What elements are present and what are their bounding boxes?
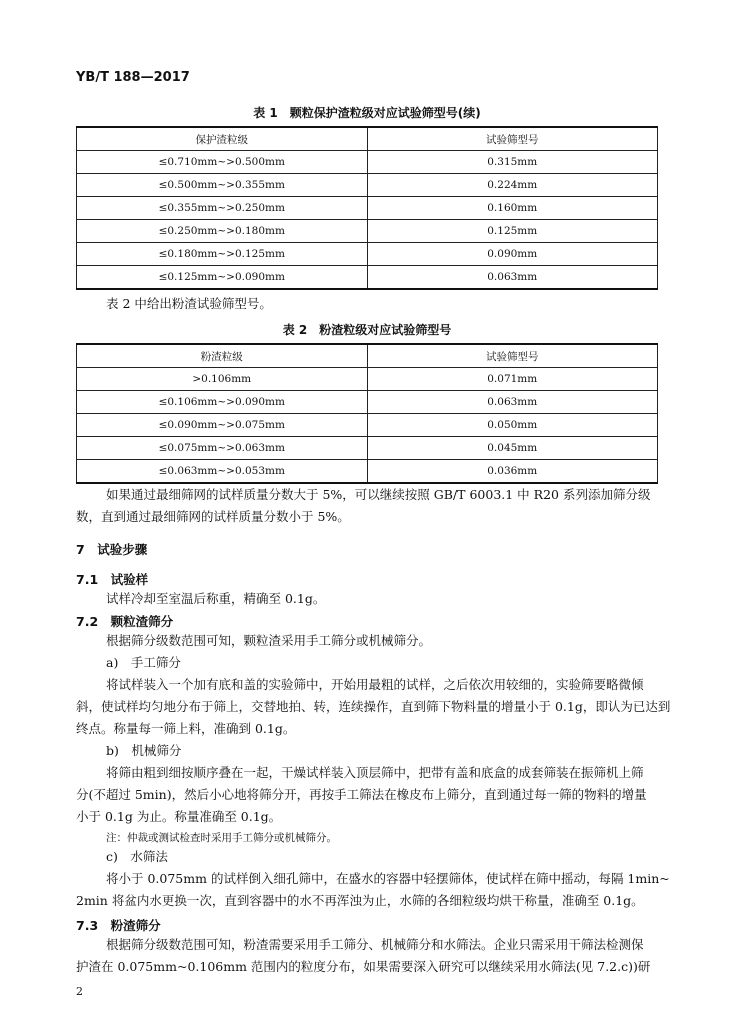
table-cell: 0.050mm	[367, 414, 658, 437]
table2-header-grade: 粉渣粒级	[77, 344, 368, 368]
table-cell: ≤0.106mm~>0.090mm	[77, 391, 368, 414]
table-header-row	[77, 127, 658, 151]
subsection-b-title: b) 机械筛分	[106, 743, 182, 758]
table-row	[77, 266, 658, 290]
page-number: 2	[76, 985, 83, 998]
table-cell: 0.125mm	[367, 220, 658, 243]
paragraph-line: 护渣在 0.075mm~0.106mm 范围内的粒度分布，如果需要深入研究可以继续采用水筛法(见 7.2.c))研	[76, 959, 651, 974]
paragraph-line: 数，直到通过最细筛网的试样质量分数小于 5%。	[76, 509, 350, 524]
subsection-a-title: a) 手工筛分	[106, 655, 181, 670]
paragraph-line: 将筛由粗到细按顺序叠在一起，干燥试样装入顶层筛中，把带有盖和底盒的成套筛装在振筛机上筛	[106, 765, 644, 780]
table1	[76, 126, 658, 290]
table-row	[77, 174, 658, 197]
table-cell: 0.036mm	[367, 460, 658, 484]
table-row	[77, 414, 658, 437]
table-row	[77, 391, 658, 414]
paragraph-line: 斜，使试样均匀地分布于筛上，交替地拍、转，连续操作，直到筛下物料量的增量小于 0.1g，即认为已达到	[76, 699, 671, 714]
table1-caption: 表 1 颗粒保护渣粒级对应试验筛型号(续)	[253, 106, 481, 120]
table-cell: ≤0.090mm~>0.075mm	[77, 414, 368, 437]
standard-code: YB/T 188—2017	[76, 70, 190, 85]
table-row	[77, 243, 658, 266]
table-row	[77, 460, 658, 484]
paragraph-line: 分(不超过 5min)，然后小心地将筛分开，再按手工筛法在橡皮布上筛分，直到通过每一筛的物料的增量	[76, 787, 647, 802]
table-cell: ≤0.355mm~>0.250mm	[77, 197, 368, 220]
table-cell: 0.160mm	[367, 197, 658, 220]
subsection-c-title: c) 水筛法	[106, 849, 168, 864]
paragraph-line: 小于 0.1g 为止。称量准确至 0.1g。	[76, 809, 282, 824]
table-header-row	[77, 344, 658, 368]
table-cell: 0.071mm	[367, 368, 658, 391]
table-cell: ≤0.710mm~>0.500mm	[77, 151, 368, 174]
table-cell: ≤0.075mm~>0.063mm	[77, 437, 368, 460]
table-cell: ≤0.500mm~>0.355mm	[77, 174, 368, 197]
paragraph-line: 根据筛分级数范围可知，颗粒渣采用手工筛分或机械筛分。	[106, 633, 432, 648]
table-cell: ≤0.125mm~>0.090mm	[77, 266, 368, 290]
section-7-heading: 7 试验步骤	[76, 542, 148, 557]
table-row	[77, 220, 658, 243]
table2-intro: 表 2 中给出粉渣试验筛型号。	[106, 296, 272, 311]
paragraph-line: 根据筛分级数范围可知，粉渣需要采用手工筛分、机械筛分和水筛法。企业只需采用干筛法检测保	[106, 937, 644, 952]
table-row	[77, 437, 658, 460]
section-7-3-heading: 7.3 粉渣筛分	[76, 918, 161, 933]
table-row	[77, 197, 658, 220]
table-cell: 0.063mm	[367, 266, 658, 290]
section-7-2-heading: 7.2 颗粒渣筛分	[76, 614, 174, 629]
table-row	[77, 368, 658, 391]
table-cell: 0.315mm	[367, 151, 658, 174]
table2-caption: 表 2 粉渣粒级对应试验筛型号	[282, 323, 452, 337]
paragraph-line: 试样冷却至室温后称重，精确至 0.1g。	[106, 591, 326, 606]
table-cell: ≤0.250mm~>0.180mm	[77, 220, 368, 243]
table-cell: 0.090mm	[367, 243, 658, 266]
paragraph-line: 将小于 0.075mm 的试样倒入细孔筛中，在盛水的容器中轻摆筛体，使试样在筛中摇动，每隔 1min~	[106, 871, 670, 886]
table-cell: ≤0.180mm~>0.125mm	[77, 243, 368, 266]
paragraph-line: 如果通过最细筛网的试样质量分数大于 5%，可以继续按照 GB/T 6003.1 中 R20 系列添加筛分级	[106, 487, 651, 502]
paragraph-line: 将试样装入一个加有底和盖的实验筛中，开始用最粗的试样，之后依次用较细的，实验筛要略微倾	[106, 677, 644, 692]
table2	[76, 343, 658, 484]
note: 注：仲裁或测试检查时采用手工筛分或机械筛分。	[106, 832, 337, 844]
table1-header-grade: 保护渣粒级	[77, 127, 368, 151]
table1-header-sieve: 试验筛型号	[367, 127, 658, 151]
paragraph-line: 2min 将盆内水更换一次，直到容器中的水不再浑浊为止，水筛的各细粒级均烘干称量，准确至 0.1g。	[76, 893, 644, 908]
table2-header-sieve: 试验筛型号	[367, 344, 658, 368]
table-cell: ≤0.063mm~>0.053mm	[77, 460, 368, 484]
table-cell: 0.063mm	[367, 391, 658, 414]
table-cell: 0.045mm	[367, 437, 658, 460]
table-row	[77, 151, 658, 174]
paragraph-line: 终点。称量每一筛上料，准确到 0.1g。	[76, 721, 296, 736]
table-cell: >0.106mm	[77, 368, 368, 391]
section-7-1-heading: 7.1 试验样	[76, 572, 149, 587]
table-cell: 0.224mm	[367, 174, 658, 197]
